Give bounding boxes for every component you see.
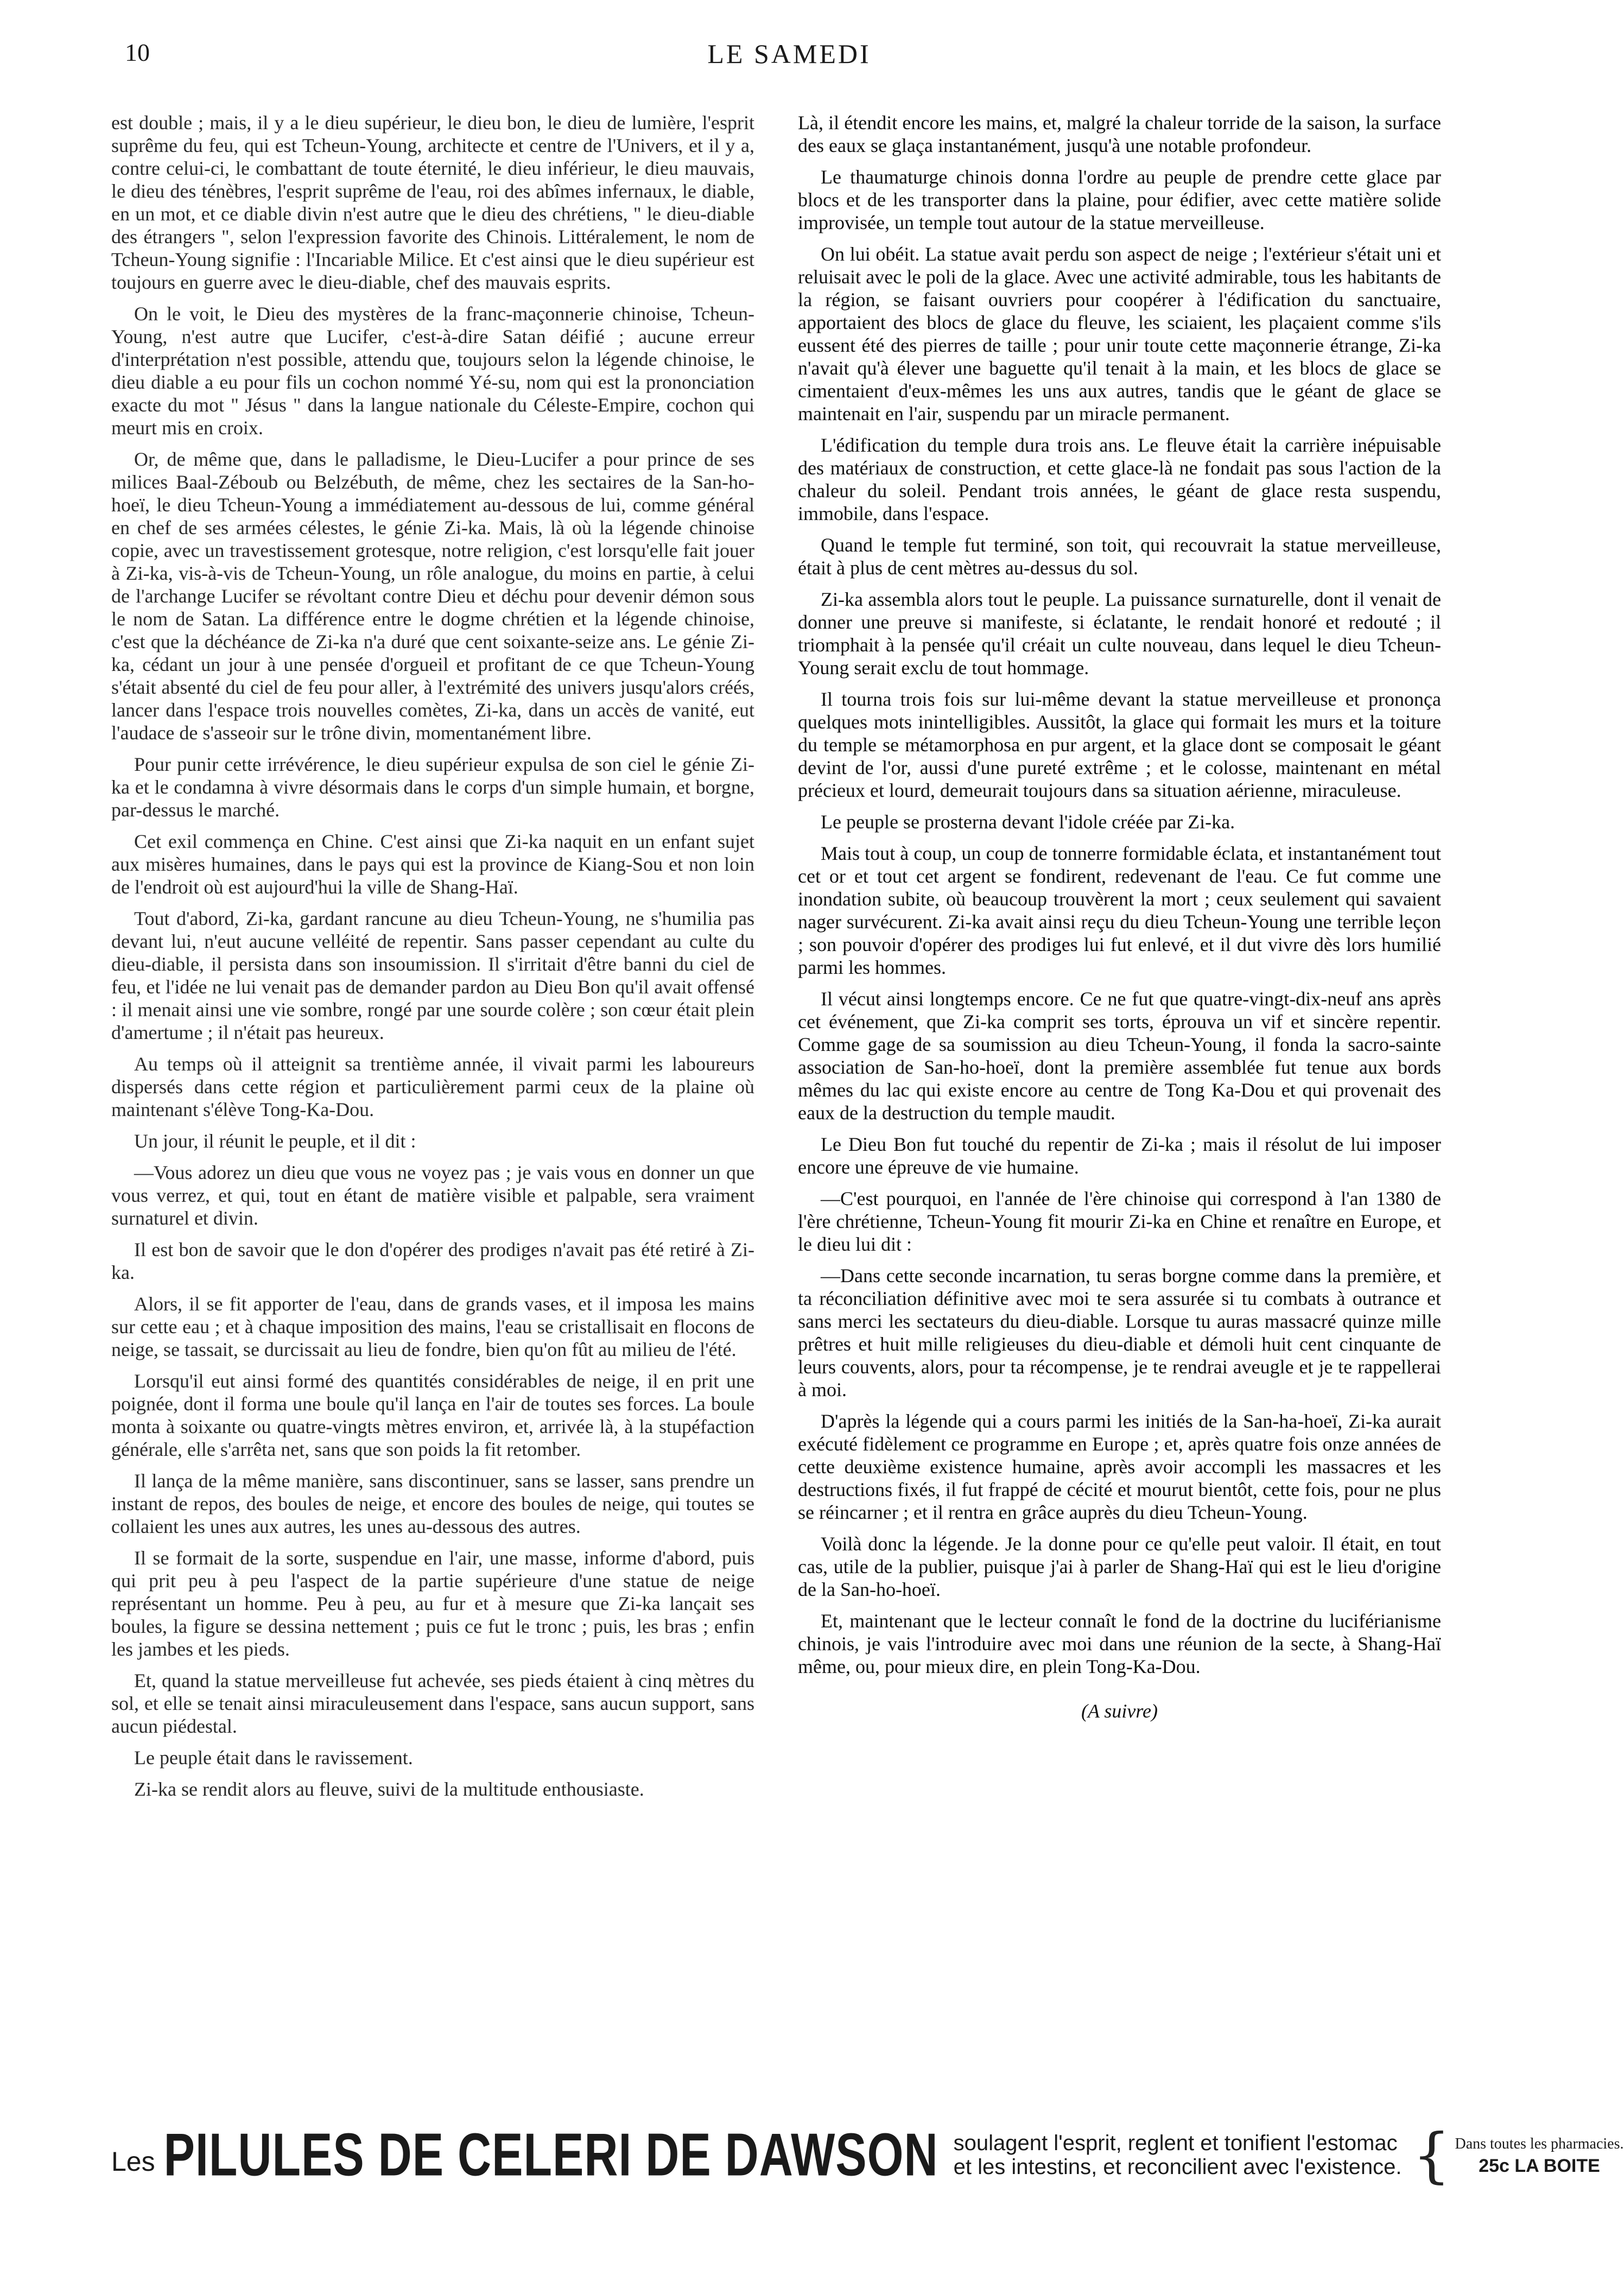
paragraph: Le peuple se prosterna devant l'idole créée par Zi-ka. bbox=[821, 811, 1235, 833]
paragraph: —Dans cette seconde incarnation, tu seras borgne comme dans la première, et ta réconciliation définitive avec moi te sera assurée si tu combats à outrance et sans merci les sectateurs du dieu-diable. Lorsque tu auras massacré quinze mille prêtres et huit mille religieuses du dieu-diable et démoli huit cent cinquante de leurs couvents, alors, pour ta récompense, je te rendrai aveugle et je te rappellerai à moi. bbox=[798, 1265, 1441, 1401]
ad-prefix: Les bbox=[111, 2146, 155, 2177]
paragraph: Lorsqu'il eut ainsi formé des quantités considérables de neige, il en prit une poignée, dont il forma une boule qu'il lança en l'air de toutes ses forces. La boule monta à soixante ou quatre-vingts mètres environ, et, arrivée là, à la stupéfaction générale, elle s'arrêta net, sans que son poids la fit retomber. bbox=[111, 1370, 754, 1460]
paragraph: Il est bon de savoir que le don d'opérer des prodiges n'avait pas été retiré à Zi-ka. bbox=[111, 1239, 754, 1283]
ad-availability-block bbox=[1455, 2133, 1623, 2177]
article-body bbox=[111, 111, 1441, 2095]
paragraph: Et, maintenant que le lecteur connaît le fond de la doctrine du luciférianisme chinois, je vais l'introduire avec moi dans une réunion de la secte, à Shang-Haï même, ou, pour mieux dire, en plein Tong-Ka-Dou. bbox=[798, 1610, 1441, 1677]
paragraph: Zi-ka se rendit alors au fleuve, suivi de la multitude enthousiaste. bbox=[134, 1778, 644, 1800]
paragraph: Il tourna trois fois sur lui-même devant la statue merveilleuse et prononça quelques mots inintelligibles. Aussitôt, la glace qui formait les murs et la toiture du temple se métamorphosa en pur argent, et la glace dont se composait le géant devint de l'or, aussi d'une pureté extrême ; et le colosse, maintenant en métal précieux et lourd, demeurait toujours dans sa situation aérienne, miraculeuse. bbox=[798, 688, 1441, 801]
paragraph: D'après la légende qui a cours parmi les initiés de la San-ha-hoeï, Zi-ka aurait exécuté fidèlement ce programme en Europe ; et, après quatre fois onze années de cette deuxième existence humaine, après avoir accompli les massacres et les destructions fixés, il fut frappé de cécité et mourut bientôt, cette fois, pour ne plus se réincarner ; et il rentra en grâce auprès du dieu Tcheun-Young. bbox=[798, 1410, 1441, 1523]
brace-glyph: { bbox=[1412, 2120, 1451, 2190]
ad-tagline-line-1: soulagent l'esprit, reglent et tonifient l'estomac bbox=[953, 2131, 1398, 2155]
paragraph: Il lança de la même manière, sans discontinuer, sans se lasser, sans prendre un instant de repos, des boules de neige, et encore des boules de neige, qui toutes se collaient les unes aux autres, les unes au-dessous des autres. bbox=[111, 1470, 754, 1537]
paragraph: Le peuple était dans le ravissement. bbox=[134, 1747, 413, 1769]
paragraph: Pour punir cette irrévérence, le dieu supérieur expulsa de son ciel le génie Zi-ka et le condamna à vivre désormais dans le corps d'un simple humain, et borgne, par-dessus le marché. bbox=[111, 753, 754, 821]
paragraph: Il se formait de la sorte, suspendue en l'air, une masse, informe d'abord, puis qui prit peu à peu l'aspect de la partie supérieure d'une statue de neige représentant un homme. Peu à peu, au fur et à mesure que Zi-ka lançait ses boules, la figure se dessina nettement ; puis ce fut le tronc ; puis, les bras ; enfin les jambes et les pieds. bbox=[111, 1547, 754, 1660]
journal-title: LE SAMEDI bbox=[707, 39, 871, 69]
paragraph: Quand le temple fut terminé, son toit, qui recouvrait la statue merveilleuse, était à plus de cent mètres au-dessus du sol. bbox=[798, 534, 1441, 579]
paragraph: Il vécut ainsi longtemps encore. Ce ne fut que quatre-vingt-dix-neuf ans après cet événement, que Zi-ka comprit ses torts, éprouva un vif et sincère repentir. Comme gage de sa soumission au dieu Tcheun-Young, il fonda la sacro-sainte association de San-ho-hoeï, dont la première assemblée fut tenue aux bords mêmes du lac qui existe encore au centre de Tong Ka-Dou et qui provenait des eaux de la destruction du temple maudit. bbox=[798, 988, 1441, 1124]
paragraph: Là, il étendit encore les mains, et, malgré la chaleur torride de la saison, la surface des eaux se glaça instantanément, jusqu'à une notable profondeur. bbox=[798, 112, 1441, 156]
page-header bbox=[125, 38, 1454, 81]
paragraph: Le Dieu Bon fut touché du repentir de Zi-ka ; mais il résolut de lui imposer encore une épreuve de vie humaine. bbox=[798, 1133, 1441, 1178]
advertisement-banner bbox=[111, 2120, 1624, 2190]
paragraph: Cet exil commença en Chine. C'est ainsi que Zi-ka naquit en un enfant sujet aux misères humaines, dans le pays qui est la province de Kiang-Sou et non loin de l'endroit où est aujourd'hui la ville de Shang-Haï. bbox=[111, 831, 754, 898]
paragraph: Alors, il se fit apporter de l'eau, dans de grands vases, et il imposa les mains sur cette eau ; et à chaque imposition des mains, l'eau se cristallisait en flocons de neige, se tassait, se durcissait au lieu de fondre, bien qu'on fût au milieu de l'été. bbox=[111, 1293, 754, 1360]
page-number: 10 bbox=[125, 39, 150, 66]
ad-price: 25c LA BOITE bbox=[1479, 2156, 1600, 2176]
ad-brand-name: PILULES DE CELERI DE DAWSON bbox=[163, 2120, 938, 2189]
paragraph: L'édification du temple dura trois ans. Le fleuve était la carrière inépuisable des matériaux de construction, et cette glace-là ne fondait pas sous l'action de la chaleur du soleil. Pendant trois années, le géant de glace resta suspendu, immobile, dans l'espace. bbox=[798, 434, 1441, 524]
ad-availability: Dans toutes les pharmacies. bbox=[1455, 2135, 1624, 2152]
paragraph: On lui obéit. La statue avait perdu son aspect de neige ; l'extérieur s'était uni et reluisait avec le poli de la glace. Avec une activité admirable, tous les habitants de la région, se faisant ouvriers pour coopérer à l'édification du sanctuaire, apportaient des blocs de glace du fleuve, les sciaient, les plaçaient comme s'ils eussent été des pierres de taille ; pour unir toute cette maçonnerie étrange, Zi-ka n'avait qu'à élever une baguette qu'il tenait à la main, et les blocs de glace se cimentaient d'eux-mêmes les uns aux autres, tandis que le géant de glace se maintenait en l'air, suspendu par un miracle permanent. bbox=[798, 243, 1441, 424]
paragraph: Zi-ka assembla alors tout le peuple. La puissance surnaturelle, dont il venait de donner une preuve si manifeste, si éclatante, le rendait honoré et redouté ; il triomphait à la pensée qu'il créait un culte nouveau, dans lequel le dieu Tcheun-Young serait exclu de tout hommage. bbox=[798, 588, 1441, 679]
paragraph: —Vous adorez un dieu que vous ne voyez pas ; je vais vous en donner un que vous verrez, et qui, tout en étant de matière visible et palpable, sera vraiment surnaturel et divin. bbox=[111, 1162, 754, 1229]
left-column bbox=[111, 111, 754, 2095]
paragraph: Le thaumaturge chinois donna l'ordre au peuple de prendre cette glace par blocs et de les transporter dans la plaine, pour édifier, avec cette matière solide improvisée, un temple tout autour de la statue merveilleuse. bbox=[798, 166, 1441, 233]
paragraph: Un jour, il réunit le peuple, et il dit : bbox=[134, 1130, 416, 1152]
paragraph: —C'est pourquoi, en l'année de l'ère chinoise qui correspond à l'an 1380 de l'ère chrétienne, Tcheun-Young fit mourir Zi-ka en Chine et renaître en Europe, et le dieu lui dit : bbox=[798, 1188, 1441, 1255]
paragraph: Et, quand la statue merveilleuse fut achevée, ses pieds étaient à cinq mètres du sol, et elle se tenait ainsi miraculeusement dans l'espace, sans aucun support, sans aucun piédestal. bbox=[111, 1670, 754, 1737]
paragraph: Voilà donc la légende. Je la donne pour ce qu'elle peut valoir. Il était, en tout cas, utile de la publier, puisque j'ai à parler de Shang-Haï qui est le lieu d'origine de la San-ho-hoeï. bbox=[798, 1533, 1441, 1600]
to-be-continued: (A suivre) bbox=[1081, 1700, 1158, 1722]
paragraph: Au temps où il atteignit sa trentième année, il vivait parmi les laboureurs dispersés dans cette région et particulièrement parmi ceux de la plaine où maintenant s'élève Tong-Ka-Dou. bbox=[111, 1053, 754, 1120]
right-column bbox=[798, 111, 1441, 2095]
ad-tagline-line-2: et les intestins, et reconcilient avec l'existence. bbox=[953, 2155, 1402, 2179]
paragraph: est double ; mais, il y a le dieu supérieur, le dieu bon, le dieu de lumière, l'esprit suprême du feu, qui est Tcheun-Young, architecte et centre de l'Univers, et il y a, contre celui-ci, le combattant de toute éternité, le dieu inférieur, le dieu mauvais, le dieu des ténèbres, l'esprit suprême de l'eau, roi des abîmes infernaux, le diable, en un mot, et ce diable divin n'est autre que le dieu des chrétiens, " le dieu-diable des étrangers ", selon l'expression favorite des Chinois. Littéralement, le nom de Tcheun-Young signifie : l'Incariable Milice. Et c'est ainsi que le dieu supérieur est toujours en guerre avec le dieu-diable, chef des mauvais esprits. bbox=[111, 112, 754, 293]
paragraph: Mais tout à coup, un coup de tonnerre formidable éclata, et instantanément tout cet or et tout cet argent se fondirent, redevenant de l'eau. Ce fut comme une inondation subite, où beaucoup trouvèrent la mort ; ceux seulement qui savaient nager survécurent. Zi-ka avait ainsi reçu du dieu Tcheun-Young une terrible leçon ; son pouvoir d'opérer des prodiges lui fut enlevé, et il dut vivre dès lors humilié parmi les hommes. bbox=[798, 842, 1441, 978]
paragraph: On le voit, le Dieu des mystères de la franc-maçonnerie chinoise, Tcheun-Young, n'est autre que Lucifer, c'est-à-dire Satan déifié ; aucune erreur d'interprétation n'est possible, attendu que, toujours selon la légende chinoise, le dieu diable a eu pour fils un cochon nommé Yé-su, nom qui est la prononciation exacte du mot " Jésus " dans la langue nationale du Céleste-Empire, cochon qui meurt mis en croix. bbox=[111, 303, 754, 439]
paragraph: Tout d'abord, Zi-ka, gardant rancune au dieu Tcheun-Young, ne s'humilia pas devant lui, n'eut aucune velléité de repentir. Sans passer cependant au culte du dieu-diable, il persista dans son insoumission. Il s'irritait d'être banni du ciel de feu, et l'idée ne lui venait pas de demander pardon au Dieu Bon qu'il avait offensé : il menait ainsi une vie sombre, rongé par une sourde colère ; son cœur était plein d'amertume ; il n'était pas heureux. bbox=[111, 908, 754, 1043]
ad-tagline bbox=[954, 2131, 1402, 2179]
paragraph: Or, de même que, dans le palladisme, le Dieu-Lucifer a pour prince de ses milices Baal-Zéboub ou Belzébuth, de même, chez les sectaires de la San-ho-hoeï, le dieu Tcheun-Young a immédiatement au-dessous de lui, comme général en chef de ses armées célestes, le génie Zi-ka. Mais, là où la légende chinoise copie, avec un travestissement grotesque, notre religion, c'est lorsqu'elle fait jouer à Zi-ka, vis-à-vis de Tcheun-Young, un rôle analogue, du moins en partie, à celui de l'archange Lucifer se révoltant contre Dieu et déchu pour devenir démon sous le nom de Satan. La différence entre le dogme chrétien et la légende chinoise, c'est que la déchéance de Zi-ka n'a duré que cent soixante-seize ans. Le génie Zi-ka, cédant un jour à une pensée d'orgueil et profitant de ce que Tcheun-Young s'était absenté du ciel de feu pour aller, à l'extrémité des univers jusqu'alors créés, lancer dans l'espace trois nouvelles comètes, Zi-ka, dans un accès de vanité, eut l'audace de s'asseoir sur le trône divin, momentanément libre. bbox=[111, 448, 754, 744]
